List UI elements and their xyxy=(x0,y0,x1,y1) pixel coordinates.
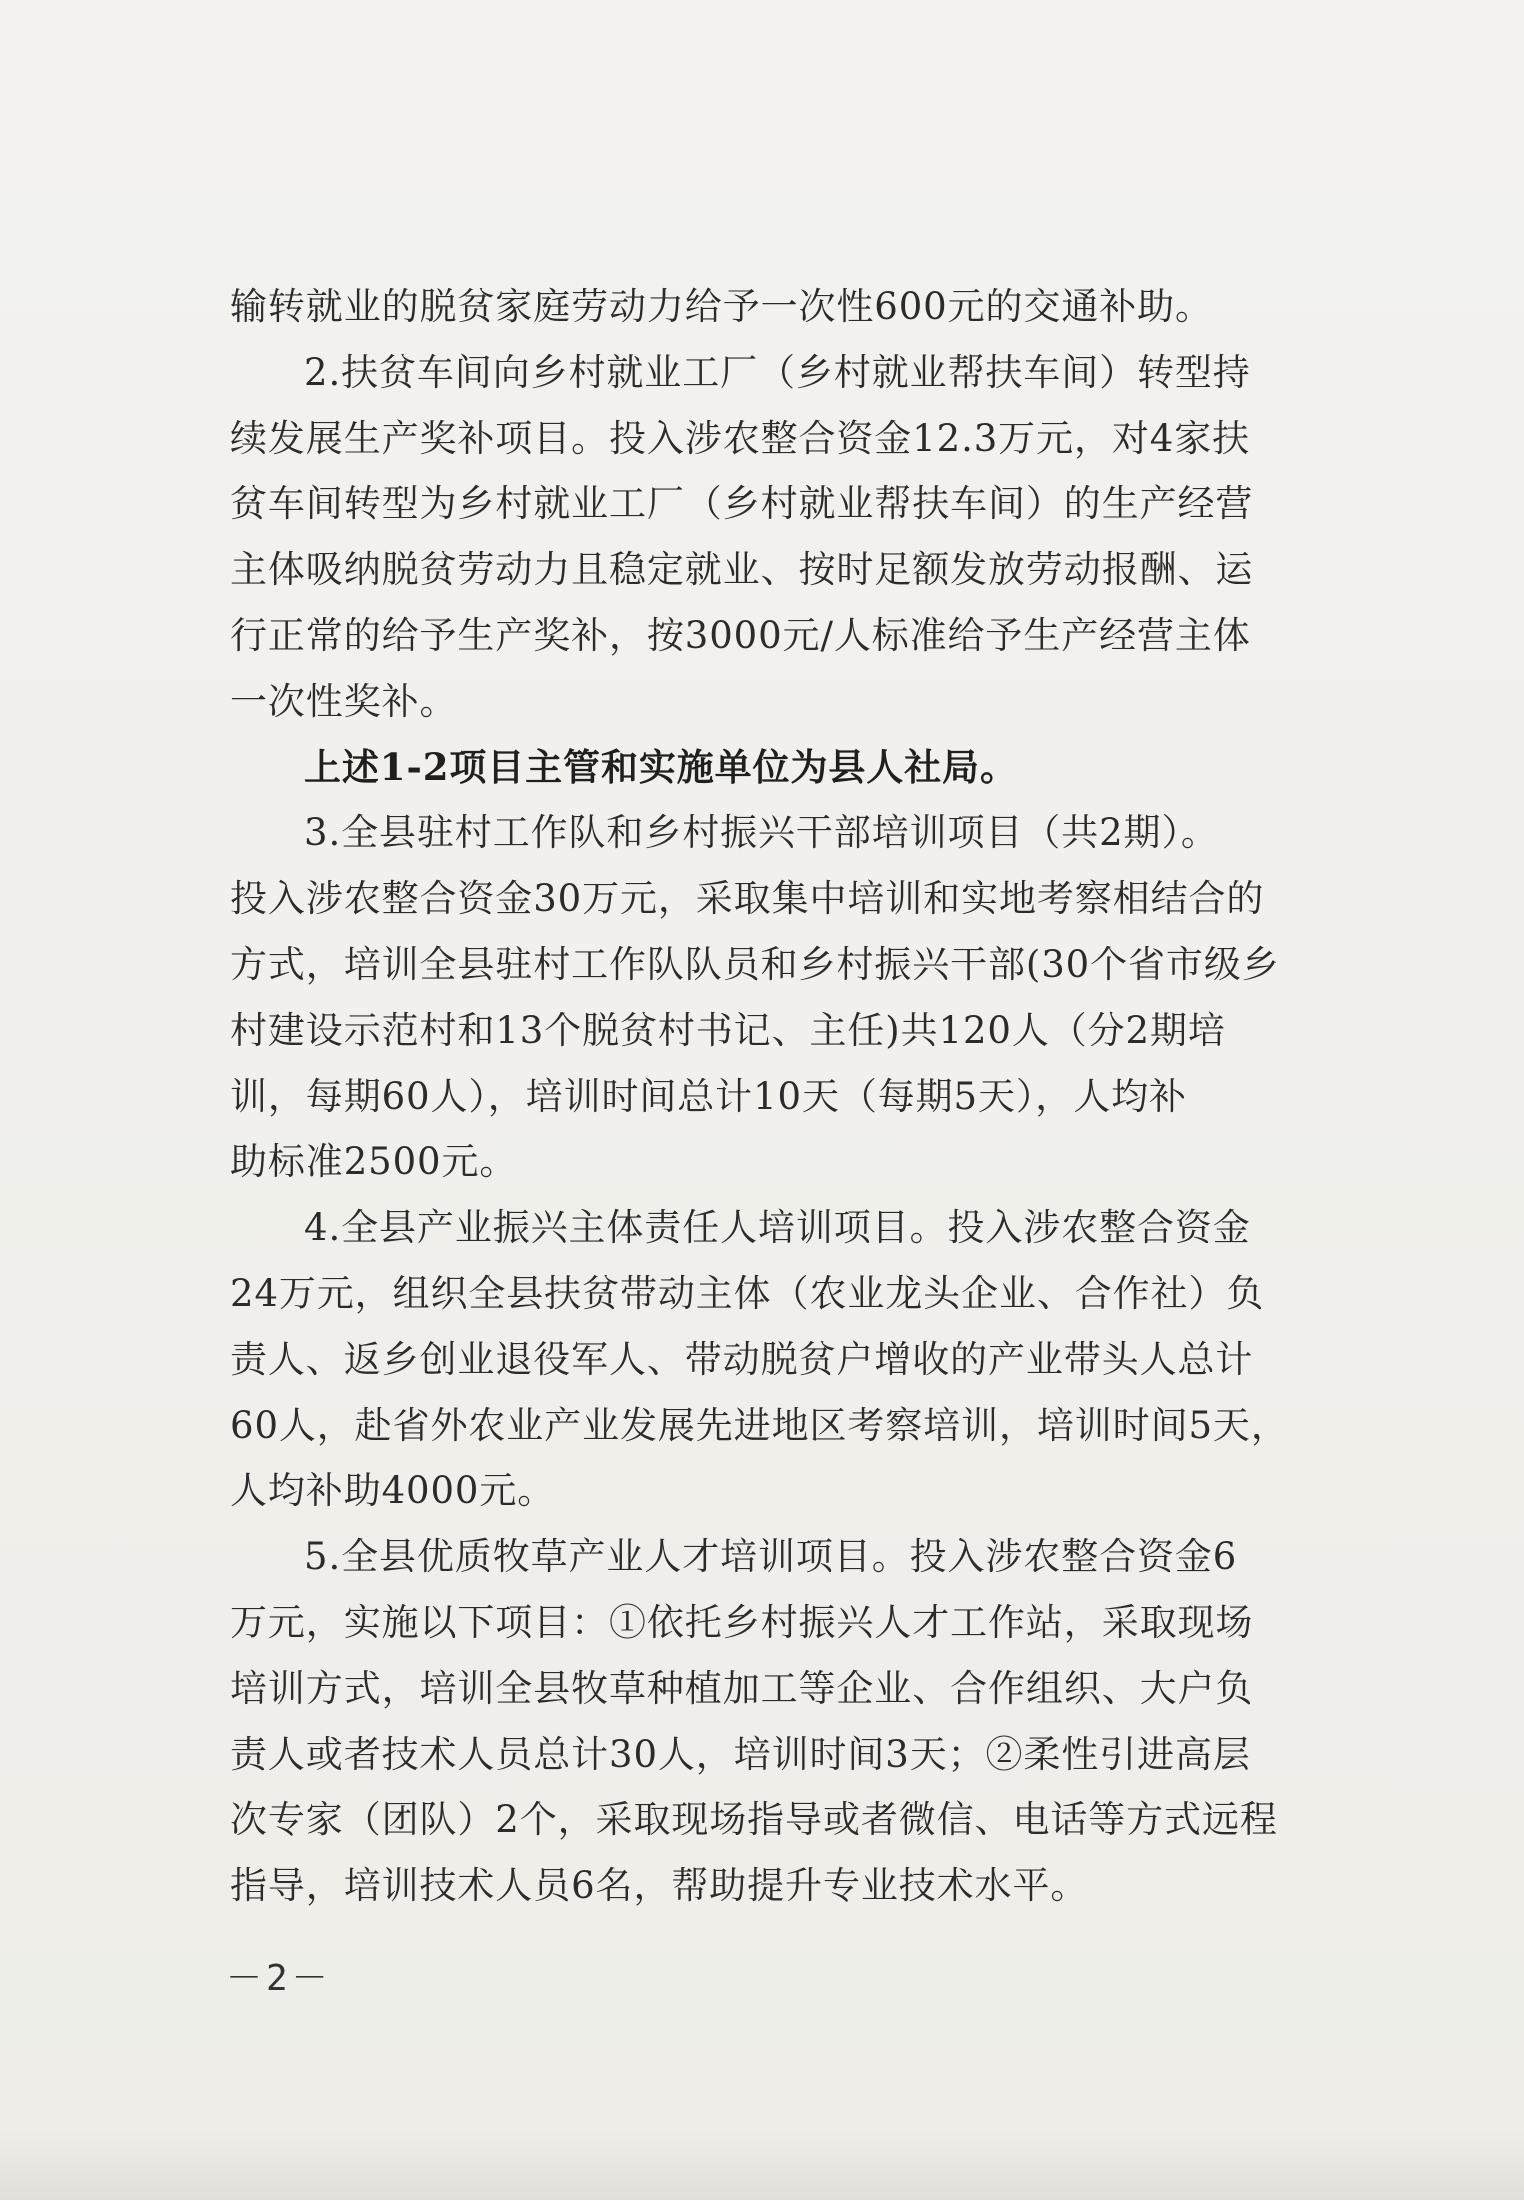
text-line-16: 24万元，组织全县扶贫带动主体（农业龙头企业、合作社）负 xyxy=(230,1271,1265,1315)
text-line-17: 责人、返乡创业退役军人、带动脱贫户增收的产业带头人总计 xyxy=(230,1337,1254,1381)
text-line-1: 输转就业的脱贫家庭劳动力给予一次性600元的交通补助。 xyxy=(230,285,1213,328)
scan-edge-shadow xyxy=(0,2130,1524,2200)
text-line-7: 一次性奖补。 xyxy=(230,679,458,723)
text-line-23: 责人或者技术人员总计30人，培训时间3天；②柔性引进高层 xyxy=(230,1732,1251,1776)
text-line-12: 村建设示范村和13个脱贫村书记、主任)共120人（分2期培 xyxy=(230,1008,1226,1052)
text-line-18: 60人，赴省外农业产业发展先进地区考察培训，培训时间5天， xyxy=(230,1403,1289,1447)
text-line-3: 续发展生产奖补项目。投入涉农整合资金12.3万元，对4家扶 xyxy=(230,416,1251,460)
page-number: －2－ xyxy=(226,1958,332,1999)
text-line-11: 方式，培训全县驻村工作队队员和乡村振兴干部(30个省市级乡 xyxy=(230,942,1280,986)
text-line-19: 人均补助4000元。 xyxy=(230,1469,556,1513)
text-line-10: 投入涉农整合资金30万元，采取集中培训和实地考察相结合的 xyxy=(230,877,1265,921)
text-line-9: 3.全县驻村工作队和乡村振兴干部培训项目（共2期）。 xyxy=(304,811,1219,855)
text-line-14: 助标准2500元。 xyxy=(230,1140,518,1184)
text-line-4: 贫车间转型为乡村就业工厂（乡村就业帮扶车间）的生产经营 xyxy=(230,482,1254,526)
text-line-20: 5.全县优质牧草产业人才培训项目。投入涉农整合资金6 xyxy=(304,1535,1238,1579)
text-line-25: 指导，培训技术人员6名，帮助提升专业技术水平。 xyxy=(230,1864,1089,1908)
text-line-21: 万元，实施以下项目：①依托乡村振兴人才工作站，采取现场 xyxy=(230,1600,1254,1644)
text-line-22: 培训方式，培训全县牧草种植加工等企业、合作组织、大户负 xyxy=(230,1666,1254,1710)
text-line-24: 次专家（团队）2个，采取现场指导或者微信、电话等方式远程 xyxy=(230,1798,1278,1842)
text-line-13: 训，每期60人），培训时间总计10天（每期5天），人均补 xyxy=(230,1074,1187,1118)
text-line-2: 2.扶贫车间向乡村就业工厂（乡村就业帮扶车间）转型持 xyxy=(304,350,1251,394)
text-line-6: 行正常的给予生产奖补，按3000元/人标准给予生产经营主体 xyxy=(230,613,1251,657)
body-text xyxy=(230,274,1290,1919)
text-line-15: 4.全县产业振兴主体责任人培训项目。投入涉农整合资金 xyxy=(304,1206,1251,1250)
text-line-5: 主体吸纳脱贫劳动力且稳定就业、按时足额发放劳动报酬、运 xyxy=(230,548,1254,592)
text-line-8-summary: 上述1-2项目主管和实施单位为县人社局。 xyxy=(304,744,1018,789)
